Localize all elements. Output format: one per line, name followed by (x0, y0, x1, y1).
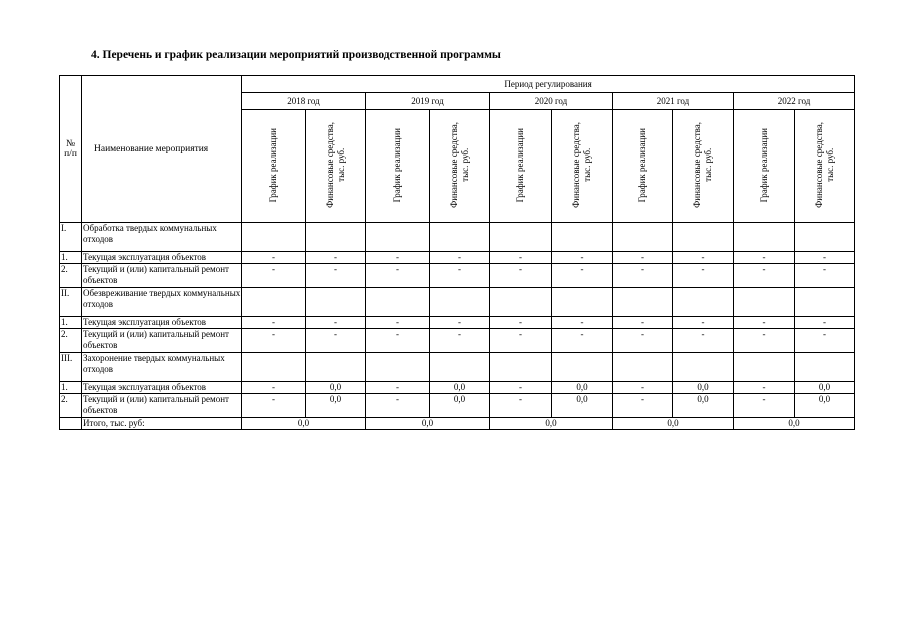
schedule-cell: - (490, 264, 552, 288)
schedule-cell (613, 223, 673, 252)
total-value: 0,0 (242, 418, 366, 430)
schedule-cell: - (613, 264, 673, 288)
finance-cell: - (673, 317, 734, 329)
year-header: 2020 год (490, 93, 613, 110)
row-number: 1. (60, 317, 82, 329)
number-header-label: № п/п (64, 139, 77, 159)
schedule-cell (242, 288, 306, 317)
finance-cell: - (430, 264, 490, 288)
schedule-cell: - (366, 264, 430, 288)
total-value: 0,0 (366, 418, 490, 430)
schedule-header (734, 110, 795, 223)
activity-name: Захоронение твердых коммунальных отходов (82, 353, 242, 382)
row-number: III. (60, 353, 82, 382)
finance-cell: - (306, 329, 366, 353)
schedule-cell: - (613, 382, 673, 394)
activity-name: Текущий и (или) капитальный ремонт объектов (82, 394, 242, 418)
section-row (60, 353, 855, 382)
finance-header-label: Финансовые средства, тыс. руб. (324, 122, 346, 208)
finance-cell (306, 288, 366, 317)
schedule-cell: - (734, 264, 795, 288)
finance-cell: - (430, 329, 490, 353)
finance-cell: 0,0 (673, 394, 734, 418)
schedule-cell: - (613, 317, 673, 329)
schedule-cell: - (366, 394, 430, 418)
section-row (60, 288, 855, 317)
total-value: 0,0 (490, 418, 613, 430)
schedule-cell: - (242, 317, 306, 329)
program-schedule-table (59, 75, 855, 430)
finance-cell (430, 288, 490, 317)
finance-cell: 0,0 (795, 394, 855, 418)
schedule-header-label: График реализации (268, 127, 278, 203)
period-header: Период регулирования (242, 76, 855, 93)
schedule-cell (366, 353, 430, 382)
finance-header (673, 110, 734, 223)
schedule-cell: - (734, 252, 795, 264)
schedule-cell (242, 223, 306, 252)
schedule-cell: - (734, 317, 795, 329)
finance-cell: 0,0 (306, 394, 366, 418)
finance-cell: - (552, 264, 613, 288)
schedule-cell: - (613, 329, 673, 353)
schedule-header (242, 110, 306, 223)
schedule-cell: - (734, 394, 795, 418)
row-number: I. (60, 223, 82, 252)
finance-header (430, 110, 490, 223)
finance-cell: - (795, 252, 855, 264)
finance-header (552, 110, 613, 223)
finance-cell: - (430, 317, 490, 329)
table-row (60, 264, 855, 288)
schedule-cell: - (734, 329, 795, 353)
finance-cell: 0,0 (306, 382, 366, 394)
activity-name: Обработка твердых коммунальных отходов (82, 223, 242, 252)
finance-cell: - (673, 264, 734, 288)
finance-cell (306, 223, 366, 252)
schedule-header-label: График реализации (515, 127, 525, 203)
schedule-cell: - (490, 382, 552, 394)
activity-name: Обезвреживание твердых коммунальных отходов (82, 288, 242, 317)
schedule-cell: - (490, 252, 552, 264)
schedule-header-label: График реализации (392, 127, 402, 203)
schedule-cell: - (734, 382, 795, 394)
row-number: 2. (60, 329, 82, 353)
total-number-cell (60, 418, 82, 430)
column-header-number (60, 76, 82, 223)
schedule-header-label: График реализации (637, 127, 647, 203)
section-row (60, 223, 855, 252)
finance-header-label: Финансовые средства, тыс. руб. (692, 122, 713, 208)
schedule-cell: - (366, 317, 430, 329)
finance-cell: - (306, 264, 366, 288)
schedule-cell (490, 353, 552, 382)
activity-name: Текущая эксплуатация объектов (82, 252, 242, 264)
table-row (60, 252, 855, 264)
finance-header-label: Финансовые средства, тыс. руб. (571, 122, 592, 208)
finance-cell: 0,0 (430, 382, 490, 394)
row-number: 1. (60, 382, 82, 394)
schedule-cell (613, 353, 673, 382)
schedule-cell (366, 223, 430, 252)
schedule-cell: - (366, 382, 430, 394)
schedule-cell: - (366, 252, 430, 264)
schedule-cell: - (613, 252, 673, 264)
activity-name: Текущий и (или) капитальный ремонт объектов (82, 264, 242, 288)
total-label: Итого, тыс. руб: (82, 418, 242, 430)
table-row (60, 394, 855, 418)
year-header: 2018 год (242, 93, 366, 110)
schedule-cell (490, 223, 552, 252)
finance-cell: 0,0 (430, 394, 490, 418)
finance-cell (430, 223, 490, 252)
finance-cell: 0,0 (552, 394, 613, 418)
finance-cell (795, 223, 855, 252)
finance-cell: 0,0 (552, 382, 613, 394)
schedule-cell: - (242, 252, 306, 264)
year-header: 2019 год (366, 93, 490, 110)
schedule-cell: - (490, 394, 552, 418)
finance-cell (673, 288, 734, 317)
finance-cell: - (795, 317, 855, 329)
table-body (60, 223, 855, 430)
total-row (60, 418, 855, 430)
schedule-cell: - (366, 329, 430, 353)
schedule-cell (490, 288, 552, 317)
finance-cell (795, 288, 855, 317)
finance-cell: - (673, 252, 734, 264)
schedule-header (490, 110, 552, 223)
finance-cell: - (552, 252, 613, 264)
activity-name: Текущий и (или) капитальный ремонт объектов (82, 329, 242, 353)
finance-cell: - (430, 252, 490, 264)
row-number: 2. (60, 394, 82, 418)
finance-cell: - (795, 264, 855, 288)
finance-header-label: Финансовые средства, тыс. руб. (813, 122, 835, 208)
total-value: 0,0 (734, 418, 855, 430)
finance-cell (673, 223, 734, 252)
finance-header-label: Финансовые средства, тыс. руб. (448, 122, 470, 208)
finance-cell (552, 223, 613, 252)
row-number: 1. (60, 252, 82, 264)
finance-cell (552, 288, 613, 317)
finance-cell: - (552, 317, 613, 329)
finance-cell (552, 353, 613, 382)
activity-name: Текущая эксплуатация объектов (82, 382, 242, 394)
schedule-cell (734, 288, 795, 317)
finance-cell: - (306, 317, 366, 329)
schedule-cell: - (242, 264, 306, 288)
table-row (60, 329, 855, 353)
document-heading: 4. Перечень и график реализации мероприятий производственной программы (91, 49, 501, 61)
schedule-header-label: График реализации (758, 127, 769, 203)
schedule-cell: - (613, 394, 673, 418)
finance-cell (430, 353, 490, 382)
table-row (60, 317, 855, 329)
schedule-cell: - (490, 329, 552, 353)
schedule-header (366, 110, 430, 223)
finance-cell (795, 353, 855, 382)
finance-cell (306, 353, 366, 382)
column-header-name: Наименование мероприятия (82, 76, 242, 223)
finance-cell: - (795, 329, 855, 353)
schedule-cell (734, 223, 795, 252)
schedule-cell: - (490, 317, 552, 329)
year-header: 2021 год (613, 93, 734, 110)
finance-cell: 0,0 (795, 382, 855, 394)
finance-cell: 0,0 (673, 382, 734, 394)
finance-cell: - (673, 329, 734, 353)
schedule-cell: - (242, 382, 306, 394)
schedule-cell (613, 288, 673, 317)
row-number: 2. (60, 264, 82, 288)
total-value: 0,0 (613, 418, 734, 430)
finance-header (795, 110, 855, 223)
schedule-cell: - (242, 329, 306, 353)
activity-name: Текущая эксплуатация объектов (82, 317, 242, 329)
finance-cell: - (306, 252, 366, 264)
schedule-cell (242, 353, 306, 382)
finance-cell (673, 353, 734, 382)
year-header: 2022 год (734, 93, 855, 110)
finance-header (306, 110, 366, 223)
schedule-header (613, 110, 673, 223)
schedule-cell: - (242, 394, 306, 418)
row-number: II. (60, 288, 82, 317)
finance-cell: - (552, 329, 613, 353)
schedule-cell (366, 288, 430, 317)
table-row (60, 382, 855, 394)
schedule-cell (734, 353, 795, 382)
